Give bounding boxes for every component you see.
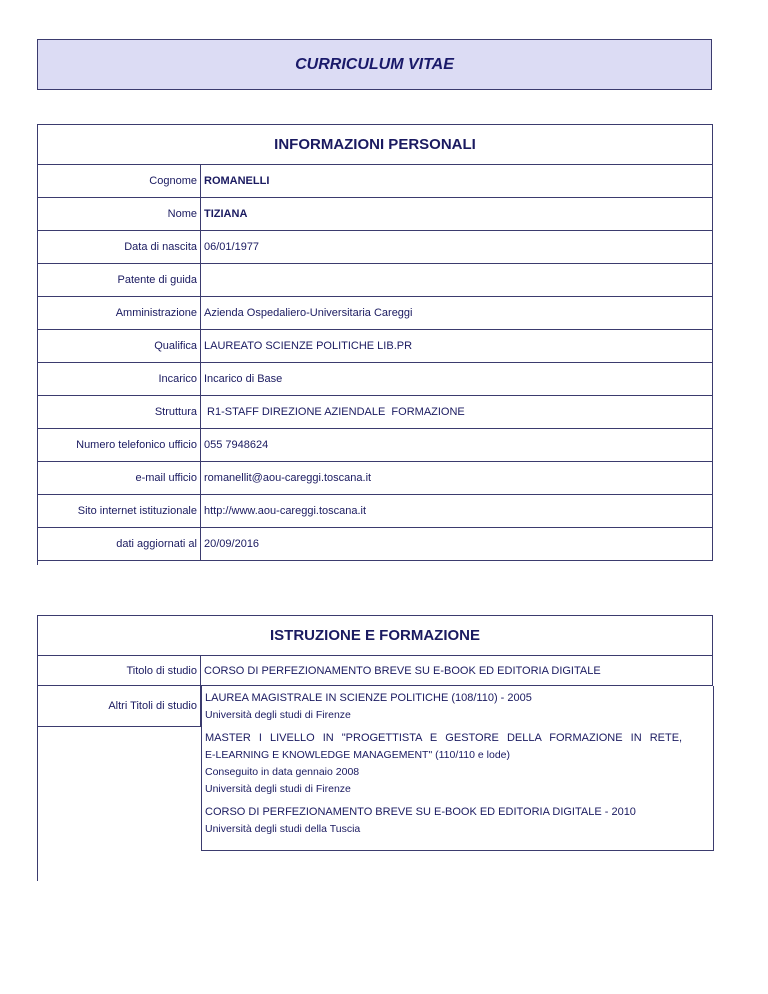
label-incarico: Incarico (38, 363, 201, 395)
entry-date: Conseguito in data gennaio 2008 (205, 766, 360, 778)
row-incarico (38, 363, 713, 396)
entry-title-continued: E-LEARNING E KNOWLEDGE MANAGEMENT" (110/110 e lode) (205, 749, 511, 761)
value-nome: TIZIANA (204, 208, 248, 220)
education-heading: ISTRUZIONE E FORMAZIONE (38, 616, 713, 656)
row-titolo-studio (38, 656, 713, 686)
label-sito: Sito internet istituzionale (38, 495, 201, 527)
row-telefono (38, 429, 713, 462)
row-nome (38, 198, 713, 231)
value-struttura: R1-STAFF DIREZIONE AZIENDALE FORMAZIONE (204, 406, 465, 418)
value-email[interactable]: romanellit@aou-careggi.toscana.it (204, 472, 372, 484)
row-qualifica (38, 330, 713, 363)
value-qualifica: LAUREATO SCIENZE POLITICHE LIB.PR (204, 340, 413, 352)
label-qualifica: Qualifica (38, 330, 201, 362)
row-data-nascita (38, 231, 713, 264)
label-aggiornati: dati aggiornati al (38, 528, 201, 560)
value-incarico: Incarico di Base (204, 373, 283, 385)
label-altri-titoli: Altri Titoli di studio (38, 686, 201, 727)
label-amministrazione: Amministrazione (38, 297, 201, 329)
row-amministrazione (38, 297, 713, 330)
label-email: e-mail ufficio (38, 462, 201, 494)
row-aggiornati (38, 528, 713, 561)
value-patente (201, 264, 712, 296)
label-patente: Patente di guida (38, 264, 201, 296)
row-struttura (38, 396, 713, 429)
entry-institution: Università degli studi di Firenze (205, 709, 351, 721)
label-nome: Nome (38, 198, 201, 230)
personal-info-section (37, 124, 713, 565)
list-item (205, 804, 710, 838)
label-data-nascita: Data di nascita (38, 231, 201, 263)
entry-title: LAUREA MAGISTRALE IN SCIENZE POLITICHE (108/110) - 2005 (205, 692, 532, 704)
label-cognome: Cognome (38, 165, 201, 197)
list-item (205, 690, 710, 724)
entry-institution: Università degli studi della Tuscia (205, 823, 361, 835)
value-data-nascita: 06/01/1977 (204, 241, 260, 253)
label-struttura: Struttura (38, 396, 201, 428)
value-telefono: 055 7948624 (204, 439, 269, 451)
altri-titoli-list (201, 686, 714, 851)
personal-info-heading: INFORMAZIONI PERSONALI (38, 125, 713, 165)
education-section (37, 615, 713, 881)
row-patente (38, 264, 713, 297)
row-sito (38, 495, 713, 528)
value-titolo-studio: CORSO DI PERFEZIONAMENTO BREVE SU E-BOOK ED EDITORIA DIGITALE (204, 664, 601, 677)
value-amministrazione: Azienda Ospedaliero-Universitaria Careggi (204, 307, 413, 319)
cv-title: CURRICULUM VITAE (295, 55, 454, 73)
value-cognome: ROMANELLI (204, 175, 270, 187)
list-item (205, 730, 710, 798)
altri-titoli-block (38, 686, 713, 881)
label-telefono: Numero telefonico ufficio (38, 429, 201, 461)
label-titolo-studio: Titolo di studio (38, 656, 201, 685)
entry-institution: Università degli studi di Firenze (205, 783, 351, 795)
row-email (38, 462, 713, 495)
entry-title: CORSO DI PERFEZIONAMENTO BREVE SU E-BOOK ED EDITORIA DIGITALE - 2010 (205, 806, 636, 818)
row-cognome (38, 165, 713, 198)
cv-title-box (37, 39, 712, 90)
value-sito[interactable]: http://www.aou-careggi.toscana.it (204, 505, 367, 517)
value-aggiornati: 20/09/2016 (204, 538, 260, 550)
entry-title: MASTER I LIVELLO IN "PROGETTISTA E GESTORE DELLA FORMAZIONE IN RETE, (205, 732, 683, 744)
